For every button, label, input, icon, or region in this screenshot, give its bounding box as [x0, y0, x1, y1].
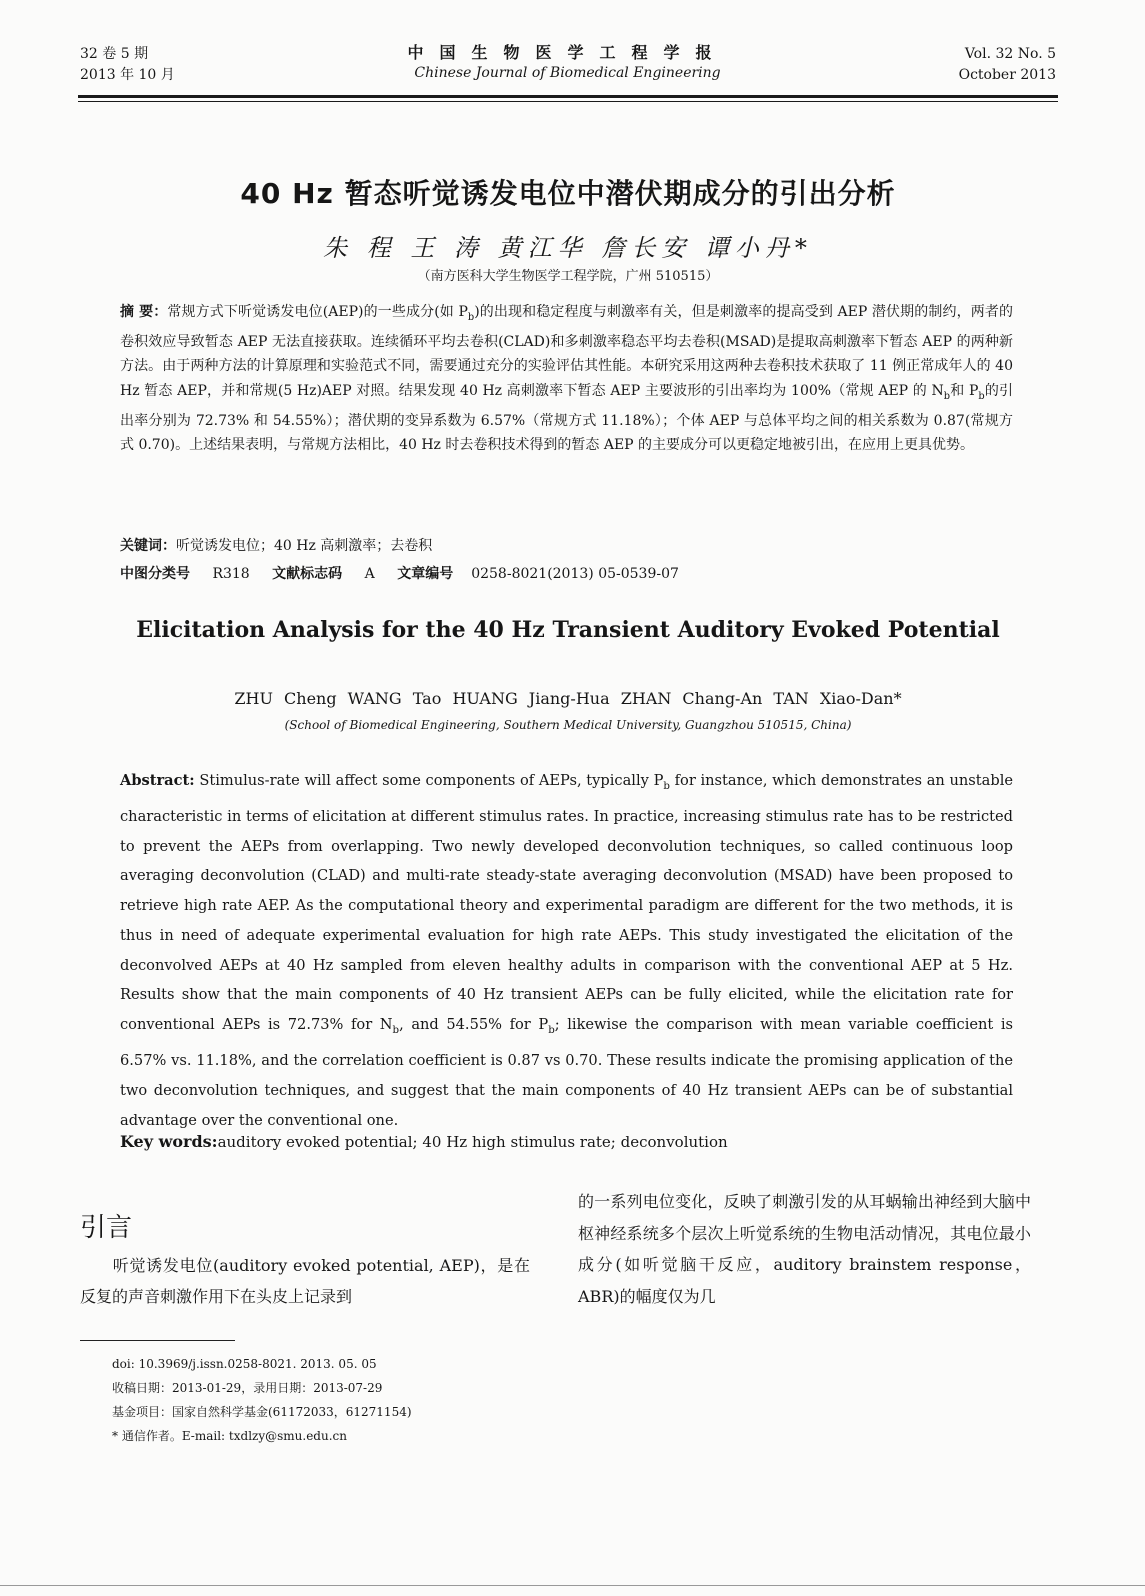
header-issue-en [880, 44, 1056, 86]
page-bottom-edge [0, 1585, 1145, 1586]
header-volume-en: Vol. 32 No. 5 [964, 46, 1056, 62]
header-date-en: October 2013 [958, 67, 1056, 83]
doc-code-value: A [364, 566, 375, 582]
abstract-cn [120, 300, 1013, 457]
section-heading-intro: 引言 [80, 1213, 133, 1243]
header-date-cn: 2013 年 10 月 [80, 67, 175, 83]
keywords-cn-text: 听觉诱发电位；40 Hz 高刺激率；去卷积 [176, 538, 433, 554]
abstract-en-label: Abstract: [120, 772, 195, 789]
keywords-cn [120, 535, 1013, 555]
authors-en: ZHU Cheng WANG Tao HUANG Jiang-Hua ZHAN Chang-An TAN Xiao-Dan* [234, 689, 902, 708]
intro-text-right-column: 的一系列电位变化，反映了刺激引发的从耳蜗输出神经到大脑中枢神经系统多个层次上听觉系统的生物电活动情况，其电位最小成分(如听觉脑干反应，auditory brainstem response，ABR)的幅度仅为几 [578, 1192, 1031, 1306]
footnote-corresponding-author: * 通信作者。E-mail: txdlzy@smu.edu.cn [112, 1429, 347, 1443]
footnote-doi: doi: 10.3969/j.issn.0258-8021. 2013. 05. 05 [112, 1357, 377, 1371]
article-number-value: 0258-8021(2013) 05-0539-07 [471, 566, 679, 582]
journal-name-en: Chinese Journal of Biomedical Engineering [414, 65, 721, 81]
doc-code-label: 文献标志码 [272, 566, 343, 582]
footnote-rule [80, 1340, 235, 1341]
keywords-cn-label: 关键词： [120, 538, 176, 554]
abstract-en-text: Stimulus-rate will affect some components of AEPs, typically $P_b$ for instance, which demonstrates an unstable characteristic in terms of elicitation at different stimulus rates. In practice, increasing stimulus rate has to be restricted to prevent the AEPs from overlapping. Two newly developed deconvolution techniques, so called continuous loop averaging deconvolution (CLAD) and multi-rate steady-state averaging deconvolution (MSAD) have been proposed to retrieve high rate AEP. As the computational theory and experimental paradigm are different for the two methods, it is thus in need of adequate experimental evaluation for high rate AEPs. This study investigated the elicitation of the deconvolved AEPs at 40 Hz sampled from eleven healthy adults in comparison with the conventional AEP at 5 Hz. Results show that the main components of 40 Hz transient AEPs can be fully elicited, while the elicitation rate for conventional AEPs is 72.73% for $N_b$, and 54.55% for $P_b$; likewise the comparison with mean variable coefficient is 6.57% vs. 11.18%, and the correlation coefficient is 0.87 vs 0.70. These results indicate the promising application of the two deconvolution techniques, and suggest that the main components of 40 Hz transient AEPs can be of substantial advantage over the conventional one. [120, 772, 1014, 1129]
abstract-cn-text: 常规方式下听觉诱发电位(AEP)的一些成分(如 $P_b$)的出现和稳定程度与刺激率有关，但是刺激率的提高受到 AEP 潜伏期的制约，两者的卷积效应导致暂态 AEP 无法直接获取。连续循环平均去卷积(CLAD)和多刺激率稳态平均去卷积(MSAD)是提取高刺激率下暂态 AEP 的两种新方法。由于两种方法的计算原理和实验范式不同，需要通过充分的实验评估其性能。本研究采用这两种去卷积技术获取了 11 例正常成年人的 40 Hz 暂态 AEP，并和常规(5 Hz)AEP 对照。结果发现 40 Hz 高刺激率下暂态 AEP 主要波形的引出率均为 100%（常规 AEP 的 $N_b$和 $P_b$的引出率分别为 72.73% 和 54.55%）；潜伏期的变异系数为 6.57%（常规方式 11.18%）；个体 AEP 与总体平均之间的相关系数为 0.87(常规方式 0.70)。上述结果表明，与常规方法相比，40 Hz 时去卷积技术得到的暂态 AEP 的主要成分可以更稳定地被引出，在应用上更具优势。 [120, 304, 1014, 454]
intro-left-text: 听觉诱发电位(auditory evoked potential, AEP)，是在反复的声音刺激作用下在头皮上记录到 [80, 1256, 530, 1306]
header-rule-thin [78, 101, 1058, 102]
keywords-en [120, 1132, 1013, 1151]
clc-value: R318 [212, 566, 250, 582]
abstract-en [120, 766, 1013, 1135]
journal-name-cn: 中国生物医学工程学报 [407, 43, 728, 62]
header-issue-cn [80, 44, 175, 86]
clc-label: 中图分类号 [120, 566, 190, 582]
abstract-cn-label: 摘 要： [120, 304, 168, 320]
header-rule-thick [78, 95, 1058, 98]
paper-title-cn: 40 Hz 暂态听觉诱发电位中潜伏期成分的引出分析 [240, 177, 896, 210]
footnote-dates: 收稿日期：2013-01-29，录用日期：2013-07-29 [112, 1381, 383, 1395]
intro-text-left-column [80, 1250, 530, 1312]
affiliation-en: (School of Biomedical Engineering, Southern Medical University, Guangzhou 510515, China) [284, 718, 852, 732]
header-journal [280, 42, 855, 84]
keywords-en-text: auditory evoked potential; 40 Hz high stimulus rate; deconvolution [217, 1133, 728, 1151]
keywords-en-label: Key words: [120, 1132, 218, 1151]
article-number-label: 文章编号 [397, 566, 454, 582]
footnotes [112, 1352, 412, 1448]
footnote-funding: 基金项目：国家自然科学基金(61172033，61271154) [112, 1405, 412, 1419]
paper-title-en: Elicitation Analysis for the 40 Hz Transient Auditory Evoked Potential [136, 617, 1000, 643]
authors-cn: 朱 程 王 涛 黄江华 詹长安 谭小丹* [323, 234, 813, 262]
classification-line [120, 563, 1013, 583]
affiliation-cn: （南方医科大学生物医学工程学院，广州 510515） [417, 269, 719, 284]
header-volume-cn: 32 卷 5 期 [80, 46, 149, 62]
